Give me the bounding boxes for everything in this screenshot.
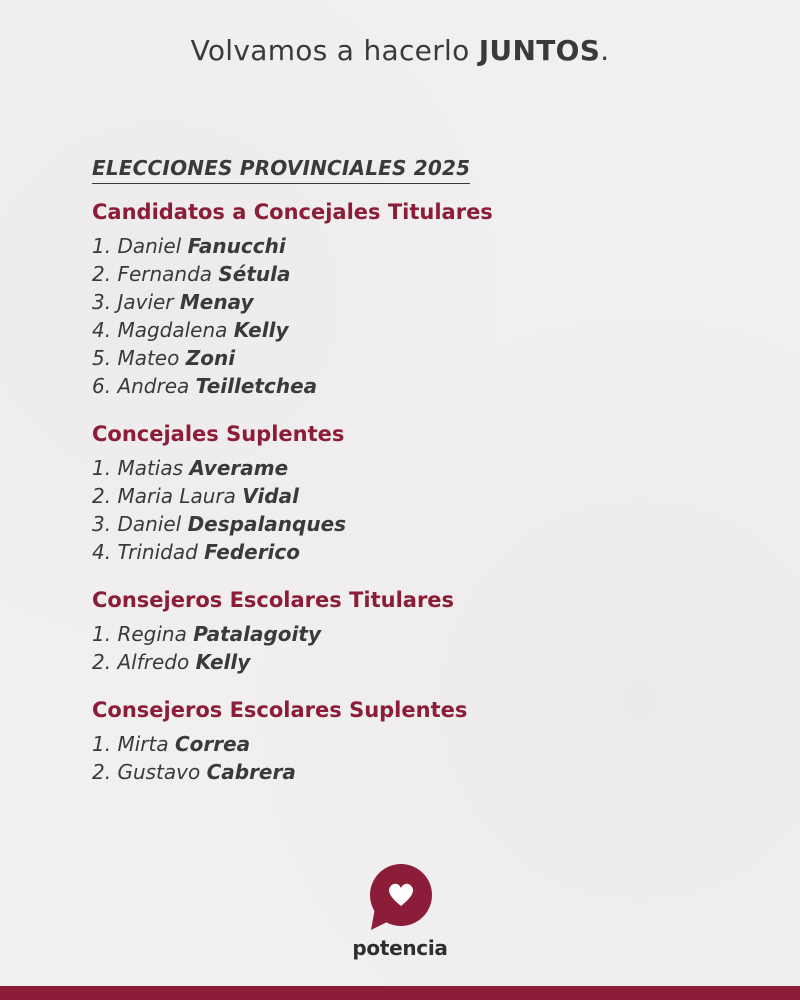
potencia-logo xyxy=(340,862,460,960)
heart-speech-bubble-icon xyxy=(363,862,437,932)
item-number: 3. xyxy=(92,290,112,314)
item-first-name: Mirta xyxy=(117,732,169,756)
list-item xyxy=(92,730,712,758)
item-last-name: Teilletchea xyxy=(195,374,318,398)
list-item xyxy=(92,454,712,482)
item-number: 4. xyxy=(92,540,112,564)
item-last-name: Menay xyxy=(179,290,254,314)
section-title-concejales-titulares: Candidatos a Concejales Titulares xyxy=(92,200,493,224)
list-item xyxy=(92,232,712,260)
item-number: 3. xyxy=(92,512,112,536)
section-title-consejeros-suplentes: Consejeros Escolares Suplentes xyxy=(92,698,468,722)
item-first-name: Regina xyxy=(117,622,187,646)
item-first-name: Matias xyxy=(117,456,184,480)
item-first-name: Mateo xyxy=(117,346,180,370)
list-item xyxy=(92,344,712,372)
headline-normal: Volvamos a hacerlo xyxy=(190,34,479,67)
item-first-name: Gustavo xyxy=(117,760,201,784)
item-first-name: Javier xyxy=(117,290,174,314)
list-concejales-suplentes xyxy=(92,454,712,566)
item-last-name: Fanucchi xyxy=(187,234,286,258)
item-last-name: Vidal xyxy=(242,484,299,508)
item-number: 4. xyxy=(92,318,112,342)
item-last-name: Federico xyxy=(204,540,301,564)
list-item xyxy=(92,620,712,648)
item-first-name: Daniel xyxy=(117,234,182,258)
item-last-name: Averame xyxy=(189,456,289,480)
item-first-name: Trinidad xyxy=(117,540,198,564)
list-concejales-titulares xyxy=(92,232,712,400)
item-number: 1. xyxy=(92,456,112,480)
item-first-name: Magdalena xyxy=(117,318,228,342)
headline xyxy=(0,34,800,67)
item-number: 2. xyxy=(92,650,112,674)
list-item xyxy=(92,260,712,288)
item-number: 1. xyxy=(92,732,112,756)
section-title-concejales-suplentes: Concejales Suplentes xyxy=(92,422,345,446)
item-last-name: Cabrera xyxy=(206,760,296,784)
headline-bold: JUNTOS xyxy=(478,34,601,67)
list-consejeros-suplentes xyxy=(92,730,712,786)
item-number: 5. xyxy=(92,346,112,370)
list-item xyxy=(92,538,712,566)
item-first-name: Andrea xyxy=(117,374,190,398)
list-item xyxy=(92,288,712,316)
list-item xyxy=(92,648,712,676)
item-last-name: Sétula xyxy=(218,262,291,286)
item-number: 1. xyxy=(92,622,112,646)
item-last-name: Kelly xyxy=(233,318,289,342)
section-title-consejeros-titulares: Consejeros Escolares Titulares xyxy=(92,588,455,612)
list-item xyxy=(92,316,712,344)
item-last-name: Zoni xyxy=(185,346,236,370)
item-last-name: Despalanques xyxy=(187,512,347,536)
item-number: 6. xyxy=(92,374,112,398)
bottom-accent-bar xyxy=(0,986,800,1000)
item-number: 2. xyxy=(92,760,112,784)
item-last-name: Correa xyxy=(174,732,251,756)
item-number: 2. xyxy=(92,262,112,286)
list-item xyxy=(92,758,712,786)
list-item xyxy=(92,510,712,538)
item-number: 1. xyxy=(92,234,112,258)
item-first-name: Fernanda xyxy=(117,262,213,286)
list-consejeros-titulares xyxy=(92,620,712,676)
item-number: 2. xyxy=(92,484,112,508)
headline-end: . xyxy=(600,34,610,67)
logo-wordmark: potencia xyxy=(352,936,448,960)
item-first-name: Maria Laura xyxy=(117,484,236,508)
item-first-name: Daniel xyxy=(117,512,182,536)
item-first-name: Alfredo xyxy=(117,650,190,674)
list-item xyxy=(92,372,712,400)
list-item xyxy=(92,482,712,510)
election-title: ELECCIONES PROVINCIALES 2025 xyxy=(92,156,470,184)
item-last-name: Kelly xyxy=(195,650,251,674)
item-last-name: Patalagoity xyxy=(193,622,321,646)
candidate-list xyxy=(92,156,712,786)
